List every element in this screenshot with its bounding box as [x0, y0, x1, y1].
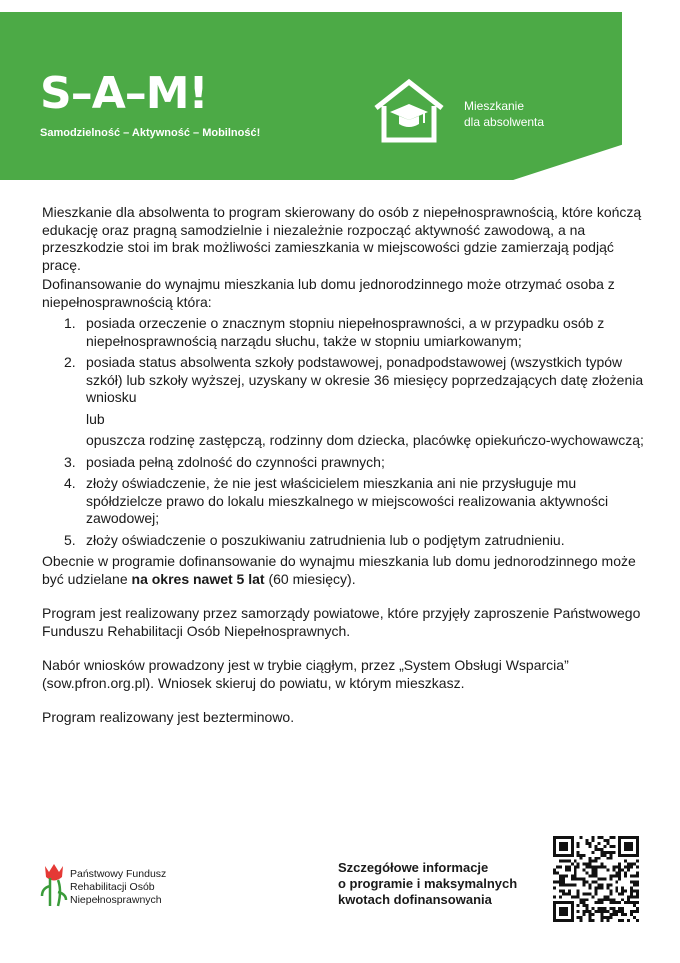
term-paragraph: Program realizowany jest bezterminowo.	[42, 709, 295, 725]
pfron-name	[70, 868, 166, 907]
qr-code-icon[interactable]	[553, 836, 639, 922]
criteria-item-5	[42, 532, 652, 550]
criteria-item-1	[42, 315, 652, 350]
duration-highlight: na okres nawet 5 lat	[131, 570, 265, 587]
duration-text-end: (60 miesięcy).	[264, 570, 356, 587]
criteria-text: posiada pełną zdolność do czynności prawnych;	[86, 453, 385, 470]
criteria-list	[42, 315, 652, 549]
criteria-alt-text: opuszcza rodzinę zastępczą, rodzinny dom dziecka, placówkę opiekuńczo-wychowawczą;	[86, 432, 644, 448]
criteria-number: 4.	[64, 475, 76, 491]
program-label-line2: dla absolwenta	[464, 115, 545, 129]
program-label	[464, 98, 584, 130]
pfron-line: Państwowy Fundusz	[70, 868, 167, 880]
eligibility-intro: Dofinansowanie do wynajmu mieszkania lub domu jednorodzinnego może otrzymać osoba z niepełnosprawnością która:	[42, 276, 615, 310]
criteria-text: posiada status absolwenta szkoły podstawowej, ponadpodstawowej (wszystkich typów szkół) lub szkoły wyższej, uzyskany w okresie 36 miesięcy poprzedzających datę złożenia wniosku	[86, 354, 644, 405]
pfron-tulip-logo	[40, 862, 68, 908]
criteria-number: 1.	[64, 315, 76, 331]
criteria-text: złoży oświadczenie o poszukiwaniu zatrudnienia lub o podjętym zatrudnieniu.	[86, 531, 565, 548]
criteria-item-3	[42, 454, 652, 472]
implementation-paragraph: Program jest realizowany przez samorządy powiatowe, które przyjęły zaproszenie Państwowego Funduszu Rehabilitacji Osób Niepełnosprawnych.	[42, 605, 641, 639]
duration-text: Obecnie w programie dofinansowanie do wynajmu mieszkania lub domu jednorodzinnego może być udzielane	[42, 553, 636, 587]
sam-logo: S–A–M!	[40, 68, 208, 119]
sam-tagline: Samodzielność – Aktywność – Mobilność!	[40, 127, 261, 139]
pfron-line: Rehabilitacji Osób	[70, 881, 155, 893]
criteria-text: posiada orzeczenie o znacznym stopniu niepełnosprawności, a w przypadku osób z niepełnosprawnością narządu słuchu, także w stopniu umiarkowanym;	[86, 315, 605, 349]
application-paragraph: Nabór wniosków prowadzony jest w trybie ciągłym, przez „System Obsługi Wsparcia” (sow.pfron.org.pl). Wniosek skieruj do powiatu, w którym mieszkasz.	[42, 657, 569, 691]
house-graduation-cap-icon	[372, 78, 446, 144]
criteria-item-4	[42, 475, 652, 528]
details-line: Szczegółowe informacje	[338, 860, 489, 875]
criteria-text: złoży oświadczenie, że nie jest właścicielem mieszkania ani nie przysługuje mu spółdzielcze prawo do lokalu mieszkalnego w miejscowości realizowania aktywności zawodowej;	[86, 475, 609, 526]
program-label-line1: Mieszkanie	[464, 99, 525, 113]
main-content	[42, 204, 652, 727]
criteria-number: 2.	[64, 354, 76, 370]
criteria-item-2	[42, 354, 652, 450]
duration-paragraph	[42, 553, 652, 588]
details-line: o programie i maksymalnych	[338, 876, 518, 891]
criteria-number: 3.	[64, 453, 76, 470]
criteria-or: lub	[86, 410, 105, 427]
intro-paragraph: Mieszkanie dla absolwenta to program skierowany do osób z niepełnosprawnością, które kończą edukację oraz pragną samodzielnie i niezależnie rozpocząć aktywność zawodową, a na przeszkodzie stoi im brak możliwości zamieszkania w miejscowości gdzie zamierzają podjąć pracę.	[42, 204, 642, 273]
details-line: kwotach dofinansowania	[338, 892, 492, 907]
pfron-line: Niepełnosprawnych	[70, 894, 162, 906]
criteria-number: 5.	[64, 531, 76, 548]
details-info	[338, 860, 538, 908]
